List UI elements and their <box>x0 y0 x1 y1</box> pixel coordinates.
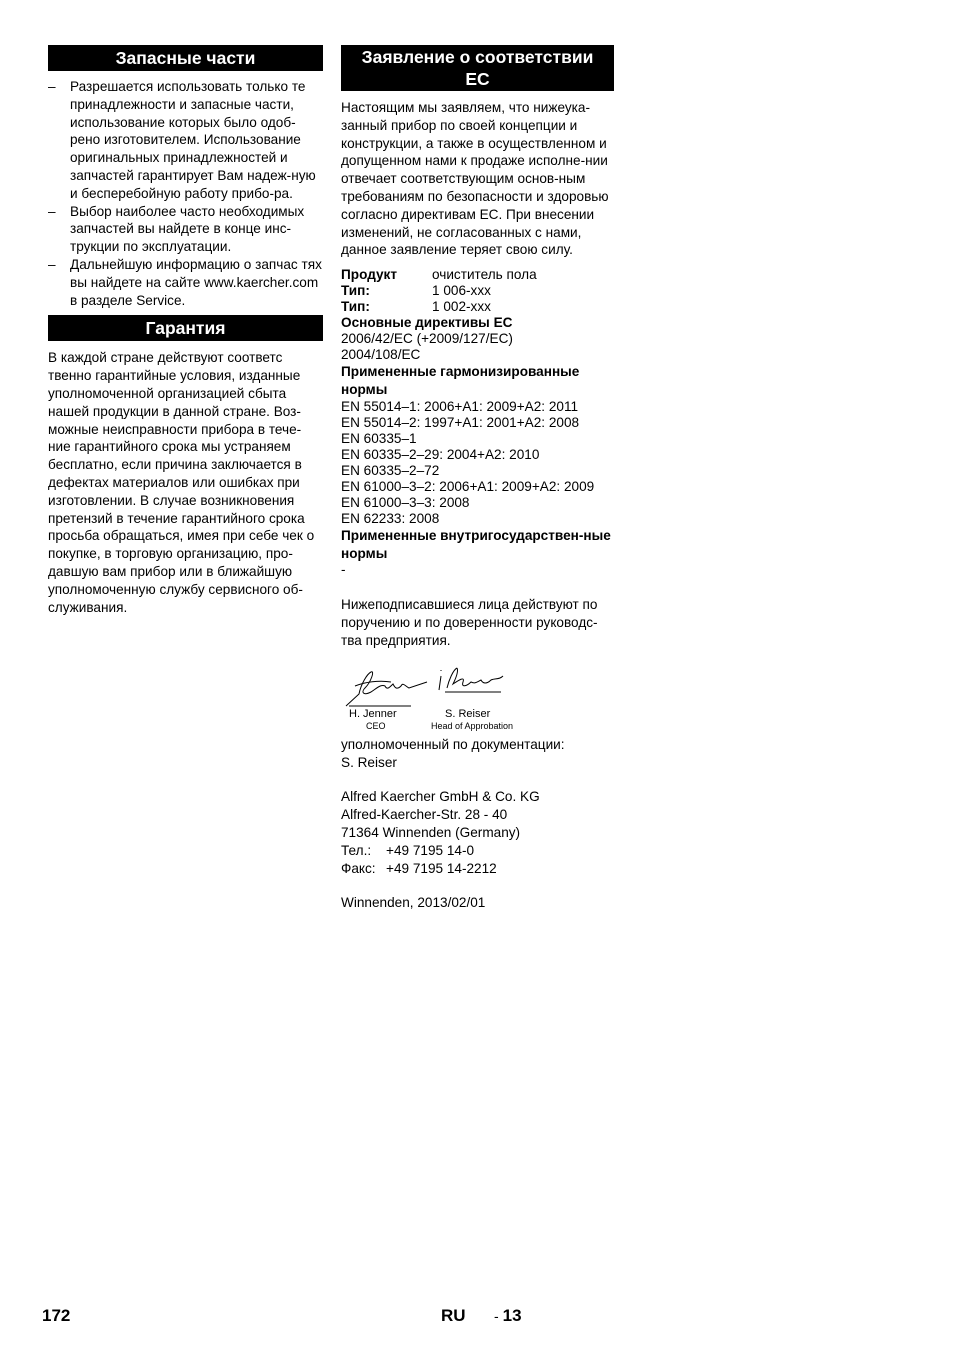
product-specs <box>341 267 614 578</box>
authorized-label: уполномоченный по документации: <box>341 736 565 752</box>
declaration-heading-line1: Заявление о соответствии <box>361 47 594 67</box>
spare-parts-list <box>48 78 323 309</box>
spare-parts-heading: Запасные части <box>48 45 323 71</box>
standard-item: EN 62233: 2008 <box>341 510 440 526</box>
declaration-heading <box>341 45 614 91</box>
section-page: - 13 <box>494 1306 522 1325</box>
dash-bullet: – <box>48 256 56 272</box>
national-label: Примененные внутригосударствен-ные нормы <box>341 527 611 561</box>
dash-bullet: – <box>48 203 56 219</box>
authorized-block <box>341 736 614 772</box>
standard-item: EN 60335–2–72 <box>341 462 440 478</box>
signatory-2-title: Head of Approbation <box>431 720 514 731</box>
declaration-intro: Настоящим мы заявляем, что нижеука-занный прибор по своей концепции и конструкции, а также в осуществленном и допущенном нами к продаже исполне-нии отвечает соответствующим основ-ным требованиям по безопасности и здоровью согласно директивам ЕС. При внесении изменений, не согласованных с нами, данное заявление теряет свою силу. <box>341 100 609 258</box>
spec-row-type-1: Тип: 1 006-xxx <box>341 283 491 299</box>
standard-item: EN 55014–2: 1997+A1: 2001+A2: 2008 <box>341 414 580 430</box>
harmonized-label: Примененные гармонизированные нормы <box>341 364 580 397</box>
phone-row: Тел.: +49 7195 14-0 <box>341 842 475 858</box>
page-number: 172 <box>42 1306 71 1325</box>
warranty-text: В каждой стране действуют соответс твенно гарантийные условия, изданные уполномоченной организацией сбыта нашей продукции в данной стране. Воз-можные неисправности прибора в тече-ние гарантийного срока мы устраняем бесплатно, если причина заключается в дефектах материалов или ошибках при изготовлении. В случае возникновения претензий в течение гарантийного срока просьба обращаться, имея при себе чек о покупке, в торговую организацию, про-давшую вам прибор или в ближайшую уполномоченную службу сервисного об-служивания. <box>48 350 315 615</box>
declaration-heading-line2: ЕС <box>465 69 490 89</box>
company-name: Alfred Kaercher GmbH & Co. KG <box>341 789 540 805</box>
language-code: RU <box>441 1306 466 1325</box>
signatories-text: Нижеподписавшиеся лица действуют по поручению и по доверенности руководс-тва предприятия. <box>341 597 598 648</box>
standard-item: EN 60335–2–29: 2004+A2: 2010 <box>341 446 540 462</box>
dash-bullet: – <box>48 79 56 94</box>
warranty-heading: Гарантия <box>48 315 323 341</box>
fax-row: Факс: +49 7195 14-2212 <box>341 860 497 876</box>
directive-item: 2004/108/EC <box>341 347 421 363</box>
standard-item: EN 61000–3–3: 2008 <box>341 494 470 510</box>
spec-row-product: Продукт очиститель пола <box>341 267 537 283</box>
list-item: – Разрешается использовать только те принадлежности и запасные части, использование которых было одоб-рено изготовителем. Использование оригинальных принадлежностей и запчастей гарантирует Вам надеж-ную и бесперебойную работу прибо-ра. <box>48 79 316 201</box>
reiser-signature <box>439 668 503 692</box>
right-column <box>341 45 614 912</box>
standard-item: EN 55014–1: 2006+A1: 2009+A2: 2011 <box>341 398 579 414</box>
standard-item: EN 60335–1 <box>341 430 417 446</box>
standard-item: EN 61000–3–2: 2006+A1: 2009+A2: 2009 <box>341 478 595 494</box>
directives-label: Основные директивы ЕС <box>341 315 513 331</box>
company-city: 71364 Winnenden (Germany) <box>341 824 521 840</box>
left-column <box>48 45 323 616</box>
signatory-1-title: CEO <box>366 720 386 731</box>
jenner-signature <box>346 672 427 706</box>
directive-item: 2006/42/EC (+2009/127/EC) <box>341 331 513 347</box>
signatory-1-name: H. Jenner <box>349 707 397 720</box>
company-street: Alfred-Kaercher-Str. 28 - 40 <box>341 807 508 823</box>
national-value: - <box>341 562 346 578</box>
list-item: – Дальнейшую информацию о запчас тях вы найдете на сайте www.kaercher.com в разделе Service. <box>48 256 322 308</box>
company-address <box>341 788 614 877</box>
signature-block <box>341 662 614 731</box>
list-item: – Выбор наиболее часто необходимых запчастей вы найдете в конце инс-трукции по эксплуатации. <box>48 203 305 255</box>
authorized-name: S. Reiser <box>341 754 397 770</box>
signatory-2-name: S. Reiser <box>445 707 491 720</box>
signatures-image <box>341 662 541 712</box>
place-date: Winnenden, 2013/02/01 <box>341 895 486 911</box>
spec-row-type-2: Тип: 1 002-xxx <box>341 299 491 315</box>
